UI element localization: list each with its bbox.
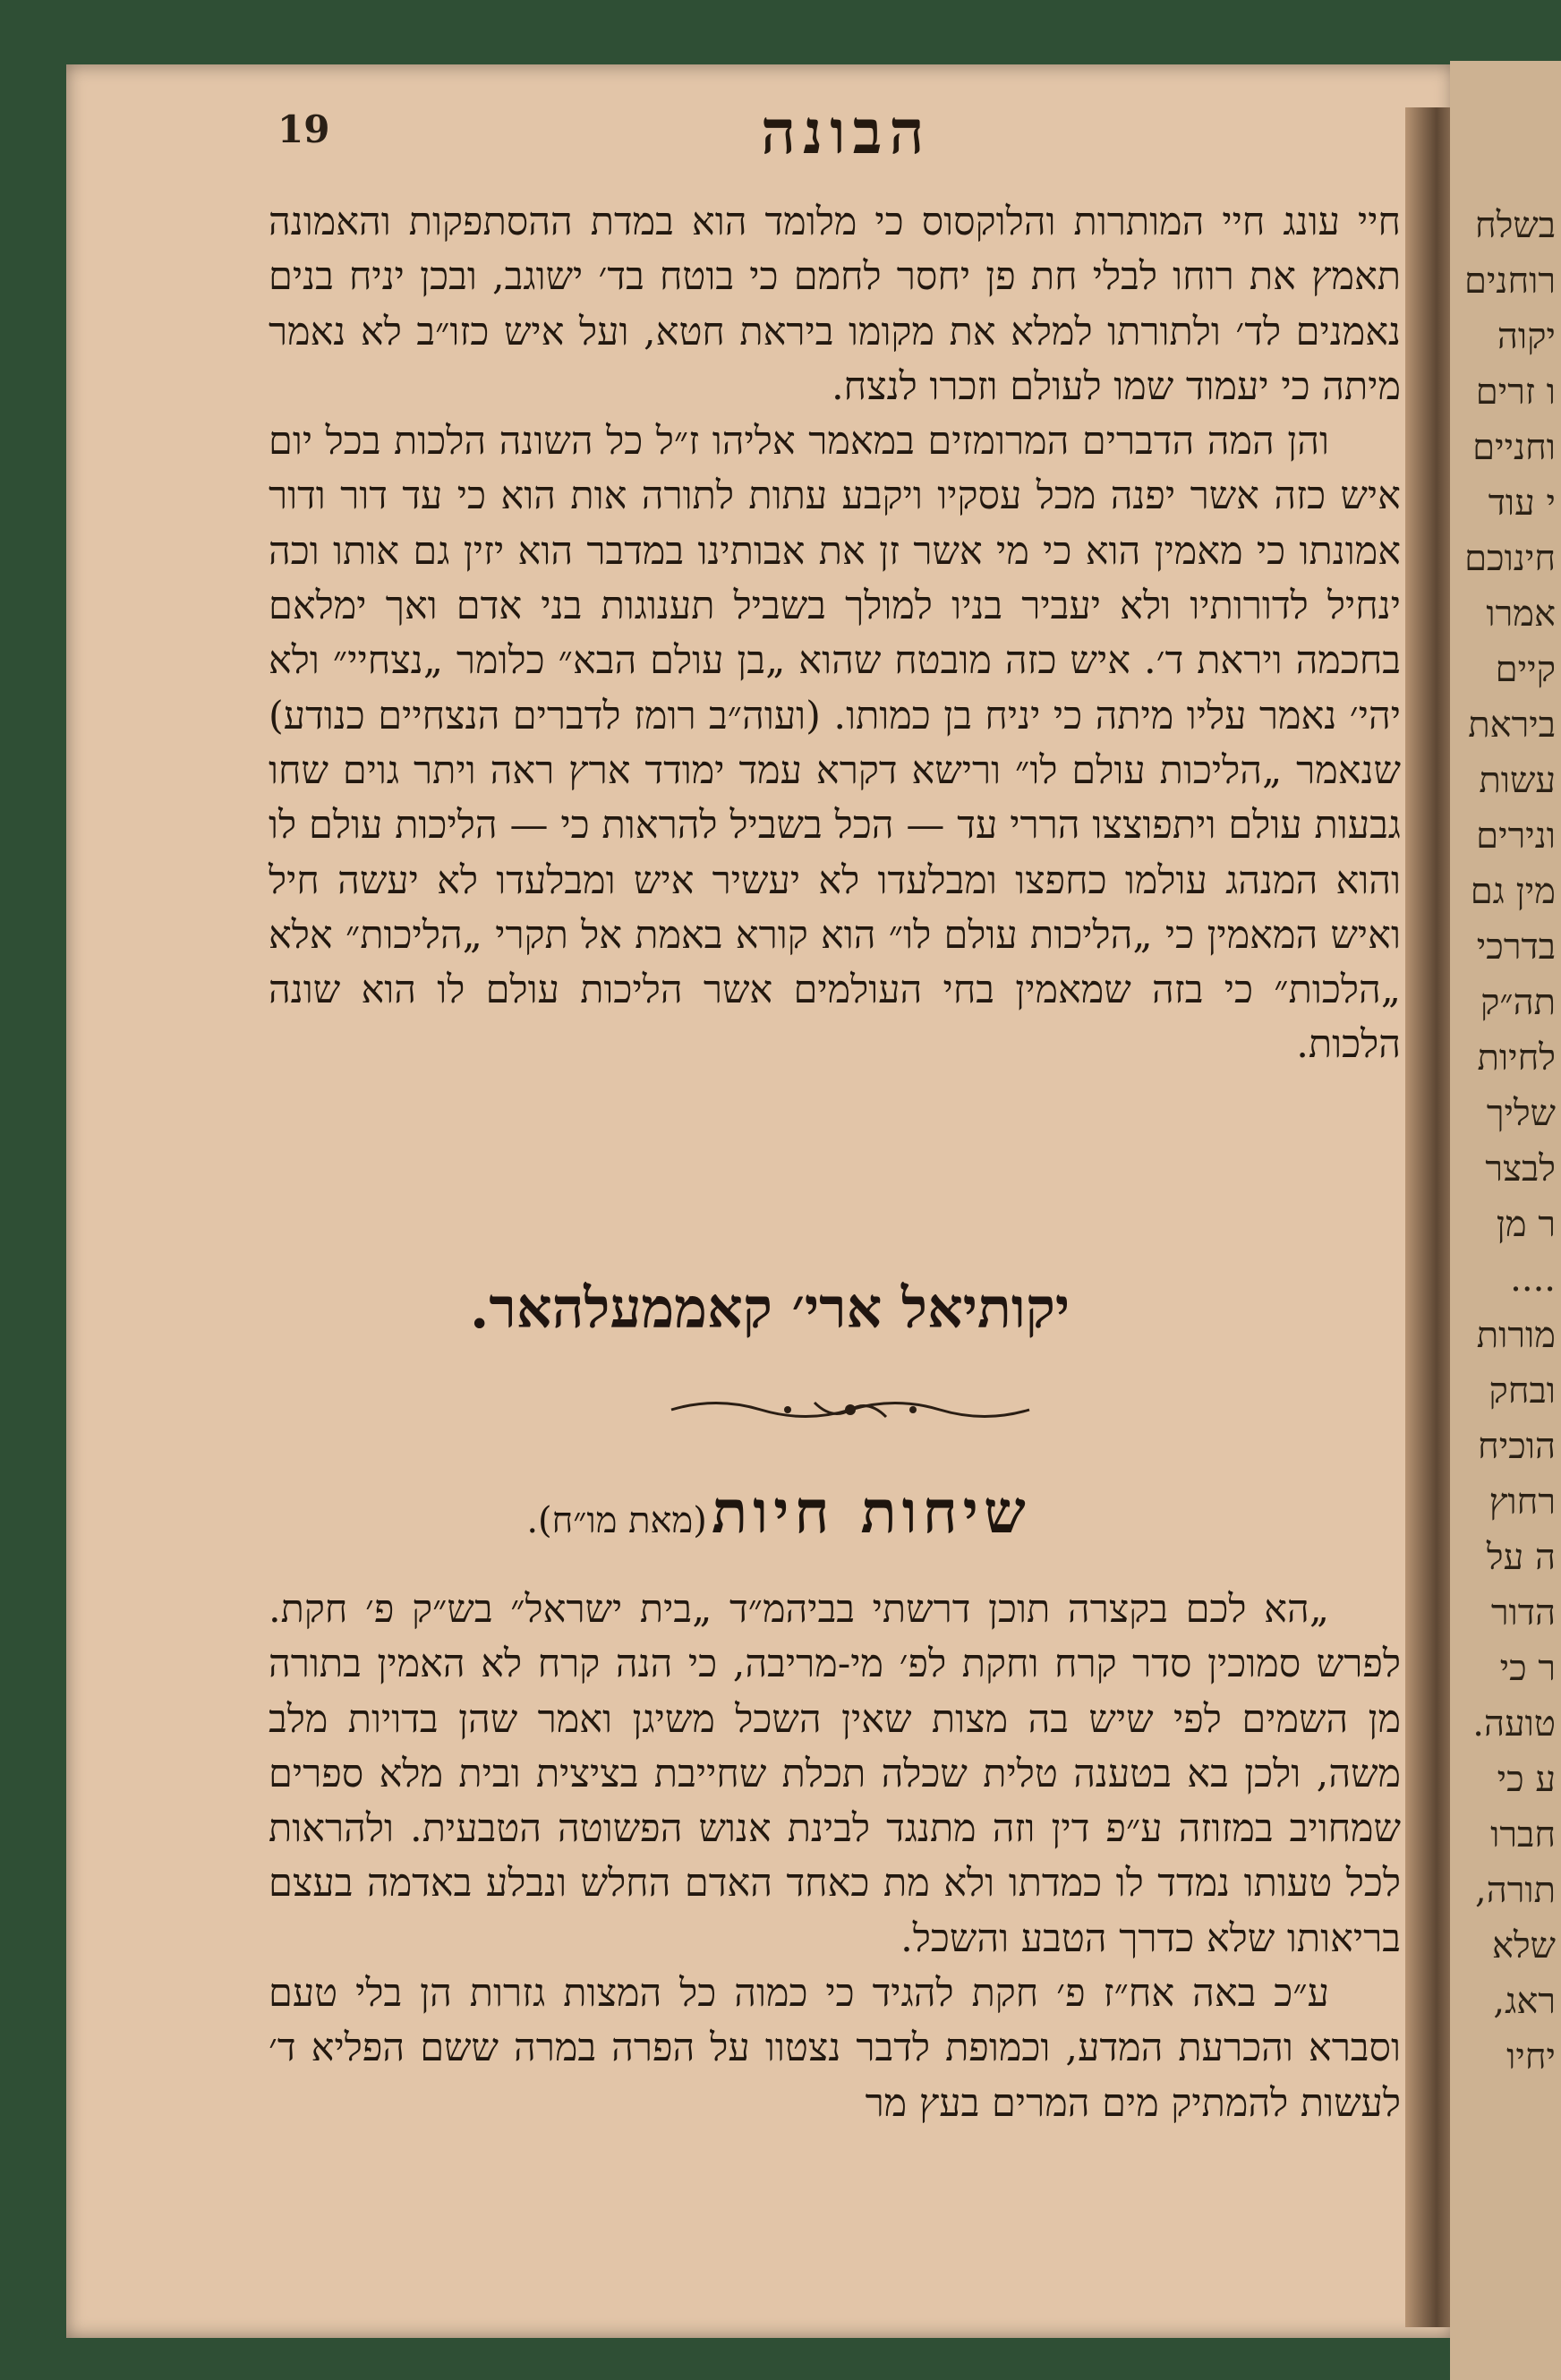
next-page-fragment: .... — [1510, 1258, 1556, 1300]
next-page-fragment: ו זרים — [1475, 371, 1556, 413]
section-byline: (מאת מו״ח). — [526, 1500, 707, 1541]
divider-ornament-icon — [662, 1392, 1038, 1428]
next-page-fragment: י עוד — [1488, 482, 1556, 524]
next-page-fragment: אמרו — [1486, 593, 1556, 635]
next-page-fragment: ראג, — [1493, 1981, 1556, 2022]
next-page-fragment: ובחק — [1488, 1370, 1556, 1412]
next-page-fragment: שליך — [1486, 1093, 1556, 1134]
section-heading — [376, 1477, 1181, 1548]
next-page-fragment: תה״ק — [1480, 982, 1556, 1023]
next-page-strip — [1450, 61, 1561, 2380]
next-page-fragment: לבצר — [1485, 1148, 1556, 1190]
article-2-paragraph-1: „הא לכם בקצרה תוכן דרשתי בביהמ״ד „בית ישראל״ בש״ק פ׳ חקת. לפרש סמוכין סדר קרח וחקת לפ׳ מי-מריבה, כי הנה קרח לא האמין בתורה מן השמים לפי שיש בה מצות שאין השכל משיגן ואמר שהן בדויות מלב משה, ולכן בא בטענה טלית שכלה תכלת שחייבת בציצית ובית מלא ספרים שמחויב במזוזה ע״פ דין וזה מתנגד לבינת אנוש הפשוטה הטבעית. ולהראות לכל טעותו נמדד לו כמדתו ולא מת כאחד האדם החלש ונבלע באדמה בעצם בריאותו שלא כדרך הטבע והשכל. — [269, 1587, 1401, 1961]
next-page-fragment: מין גם — [1470, 871, 1556, 912]
article-2 — [269, 1582, 1401, 2131]
next-page-fragment: טועה. — [1472, 1703, 1556, 1744]
next-page-fragment: בדרכי — [1476, 926, 1556, 968]
next-page-fragment: מורות — [1476, 1315, 1556, 1356]
next-page-fragment: רחוץ — [1488, 1481, 1556, 1523]
next-page-fragment: בשלח — [1475, 205, 1556, 246]
article-1-paragraph-2: והן המה הדברים המרומזים במאמר אליהו ז״ל כל השונה הלכות בכל יום איש כזה אשר יפנה מכל עסקיו ויקבע עתות לתורה אות הוא כי עד דור ודור אמונתו כי מאמין הוא כי מי אשר זן את אבותינו במדבר הוא יזין גם אותו וכה ינחיל לדורותיו ולא יעביר בניו למולך בשביל תענוגות בני אדם ואך ימלאם בחכמה ויראת ד׳. איש כזה מובטח שהוא „בן עולם הבא״ כלומר „נצחיי״ ולא יהי׳ נאמר עליו מיתה כי יניח בן כמותו. (ועוה״ב רומז לדברים הנצחיים כנודע) שנאמר „הליכות עולם לו״ ורישא דקרא עמד ימודד ארץ ראה ויתר גוים שחו גבעות עולם ויתפוצצו הררי עד — הכל בשביל להראות כי — הליכות עולם לו והוא המנהג עולמו כחפצו ומבלעדו לא יעשיר איש ומבלעדו לא יעשה חיל ואיש המאמין כי „הליכות עולם לו״ הוא קורא באמת אל תקרי „הליכות״ אלא „הלכות״ כי בזה שמאמין בחי העולמים אשר הליכות עולם לו הוא שונה הלכות. — [269, 419, 1401, 1068]
page-number: 19 — [277, 107, 330, 151]
next-page-fragment: ה על — [1486, 1537, 1556, 1578]
next-page-fragment: עשות — [1479, 760, 1556, 801]
next-page-fragment: ע כי — [1497, 1759, 1556, 1800]
next-page-fragment: תורה, — [1475, 1870, 1556, 1911]
author-signature: יקותיאל ארי׳ קאממעלהאר. — [469, 1275, 1071, 1341]
section-title: שיחות חיות — [711, 1477, 1031, 1547]
next-page-fragment: הדור — [1490, 1592, 1556, 1634]
article-2-paragraph-2: ע״כ באה אח״ז פ׳ חקת להגיד כי כמוה כל המצות גזרות הן בלי טעם וסברא והכרעת המדע, וכמופת לדבר נצטוו על הפרה במרה ששם הפליא ד׳ לעשות להמתיק מים המרים בעץ מר — [269, 1971, 1401, 2126]
next-page-fragment: ר כי — [1499, 1648, 1556, 1689]
next-page-fragment: חברו — [1490, 1814, 1556, 1855]
next-page-fragment: ביראת — [1468, 704, 1556, 746]
next-page-fragment: וחניים — [1472, 427, 1556, 468]
next-page-fragment: הוכיח — [1478, 1426, 1556, 1467]
next-page-fragment: ר מן — [1496, 1204, 1556, 1245]
next-page-fragment: קיים — [1495, 649, 1556, 690]
next-page-fragment: יקוה — [1497, 316, 1556, 357]
next-page-fragment: ונירים — [1476, 815, 1556, 857]
next-page-fragment: חינוכם — [1464, 538, 1556, 579]
next-page-fragment: שלא — [1491, 1925, 1556, 1966]
next-page-fragment: יחיו — [1506, 2036, 1556, 2077]
next-page-fragment: רוחנים — [1463, 260, 1556, 302]
article-1-paragraph-1: חיי עונג חיי המותרות והלוקסוס כי מלומד הוא במדת ההסתפקות והאמונה תאמץ את רוחו לבלי חת פן יחסר לחמם כי בוטח בד׳ ישוגב, ובכן יניח בנים נאמנים לד׳ ולתורתו למלא את מקומו ביראת חטא, ועל איש כזו״ב לא נאמר מיתה כי יעמוד שמו לעולם וזכרו לנצח. — [269, 200, 1401, 409]
next-page-fragment: לחיות — [1477, 1037, 1556, 1079]
article-1 — [269, 195, 1401, 1073]
page-title: הבונה — [761, 97, 932, 168]
